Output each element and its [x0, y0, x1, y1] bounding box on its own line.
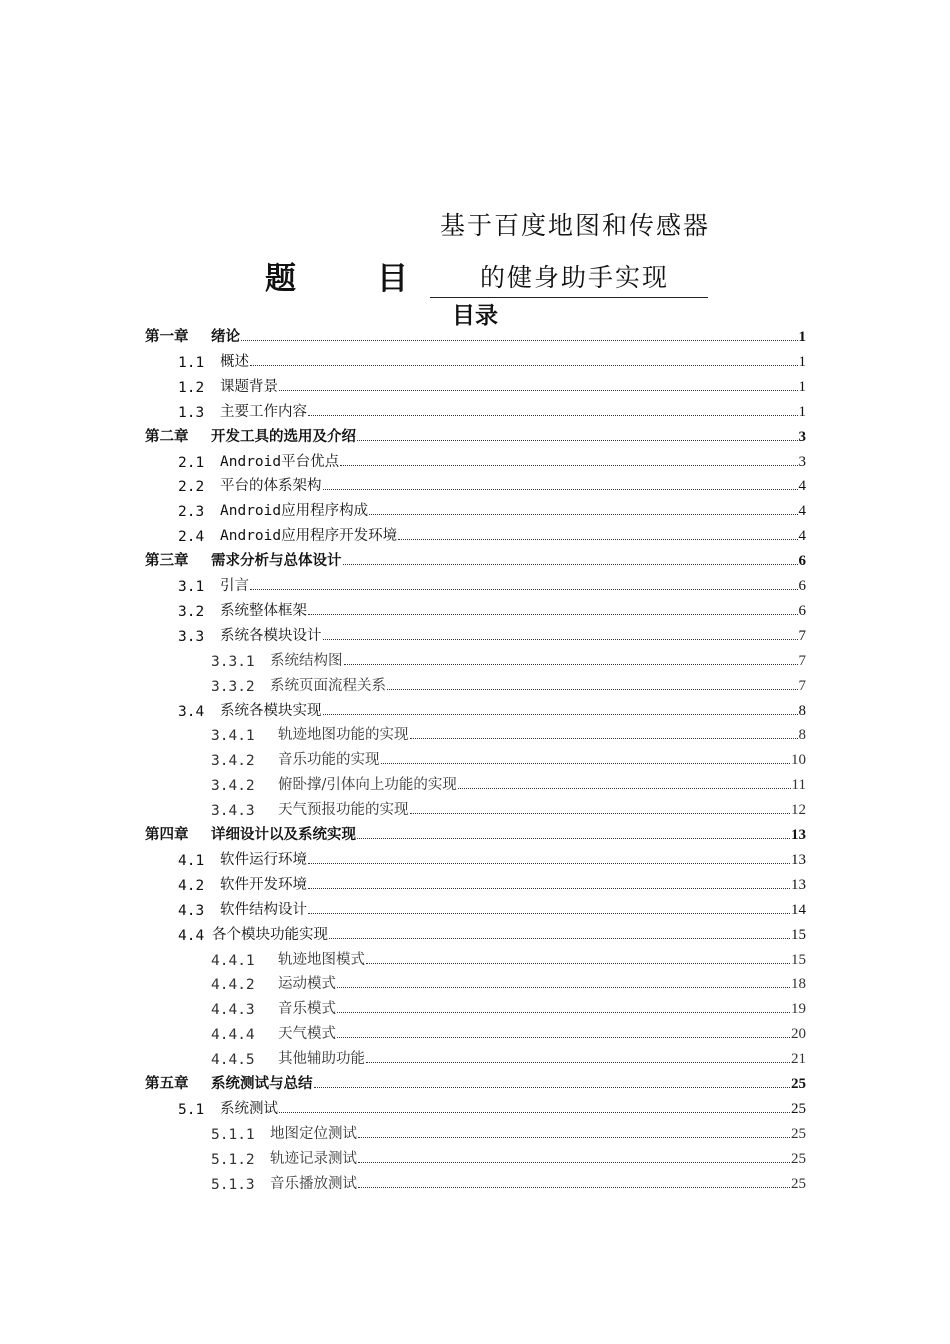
toc-leader-dots: [323, 714, 798, 715]
toc-entry-title: 音乐播放测试: [270, 1175, 357, 1192]
toc-leader-dots: [250, 365, 798, 366]
toc-leader-dots: [381, 763, 791, 764]
toc-entry-page: 8: [798, 702, 806, 719]
toc-entry[interactable]: [178, 870, 806, 894]
toc-entry-title: 引言: [220, 578, 249, 594]
toc-leader-dots: [340, 465, 797, 466]
toc-entry-number: 第三章: [145, 553, 189, 570]
toc-entry-page: 1: [798, 329, 806, 345]
toc-entry[interactable]: [178, 372, 806, 396]
toc-entry-number: 5.1: [178, 1101, 205, 1118]
toc-entry-number: 3.4.2: [211, 753, 255, 770]
toc-entry-page: 1: [798, 353, 806, 370]
toc-entry-title: 天气模式: [278, 1026, 336, 1043]
toc-entry-title: 系统测试: [220, 1100, 278, 1117]
toc-entry[interactable]: [211, 671, 806, 695]
toc-entry-page: 25: [791, 1125, 806, 1142]
toc-leader-dots: [250, 589, 798, 590]
toc-entry[interactable]: [178, 845, 806, 869]
toc-entry[interactable]: [178, 496, 806, 520]
toc-entry-title: 系统各模块设计: [220, 627, 322, 644]
toc-entry-number: 1.3: [178, 404, 205, 421]
toc-entry-page: 25: [791, 1175, 806, 1192]
toc-entry-title: 其他辅助功能: [278, 1051, 365, 1068]
toc-entry[interactable]: [211, 969, 806, 993]
toc-entry-title: 详细设计以及系统实现: [211, 827, 356, 843]
toc-entry[interactable]: [145, 546, 806, 570]
toc-entry-title: 需求分析与总体设计: [211, 553, 342, 570]
toc-leader-dots: [358, 1162, 790, 1163]
toc-entry[interactable]: [178, 895, 806, 919]
toc-entry-title: Android平台优点: [220, 453, 340, 470]
toc-entry[interactable]: [211, 1119, 806, 1143]
toc-leader-dots: [358, 1137, 790, 1138]
thesis-title-line1: 基于百度地图和传感器: [440, 211, 711, 240]
toc-leader-dots: [323, 489, 798, 490]
toc-entry-page: 3: [798, 453, 806, 470]
toc-entry-number: 3.4.3: [211, 803, 255, 820]
toc-entry-number: 4.4: [178, 927, 205, 944]
toc-entry-page: 4: [798, 503, 806, 520]
toc-leader-dots: [279, 1112, 790, 1113]
toc-entry-page: 6: [798, 602, 806, 619]
toc-entry[interactable]: [178, 447, 806, 471]
toc-entry-title: 课题背景: [220, 378, 278, 395]
title-label-char2: 目: [377, 261, 408, 297]
toc-entry-number: 4.4.1: [211, 952, 255, 969]
toc-leader-dots: [366, 1062, 790, 1063]
toc-leader-dots: [358, 1187, 790, 1188]
toc-entry[interactable]: [145, 820, 806, 844]
toc-entry-number: 2.4: [178, 529, 205, 546]
toc-entry-number: 4.4.3: [211, 1002, 255, 1019]
toc-entry-title: 音乐功能的实现: [278, 752, 380, 769]
toc-entry-title: 开发工具的选用及介绍: [211, 428, 356, 445]
toc-entry-number: 5.1.1: [211, 1126, 255, 1143]
toc-entry-page: 11: [791, 777, 806, 794]
toc-entry-page: 21: [791, 1051, 806, 1068]
toc-entry-title: 运动模式: [278, 976, 336, 993]
toc-entry-number: 3.1: [178, 579, 205, 595]
toc-heading: 目录: [452, 302, 498, 329]
toc-leader-dots: [279, 390, 798, 391]
toc-entry-page: 7: [798, 627, 806, 644]
toc-entry-number: 第五章: [145, 1076, 189, 1092]
title-label: [265, 253, 408, 298]
toc-entry-title: 概述: [220, 353, 249, 370]
toc-entry-number: 1.2: [178, 379, 205, 396]
toc-entry[interactable]: [211, 720, 806, 744]
toc-entry[interactable]: [178, 696, 806, 720]
toc-leader-dots: [344, 664, 798, 665]
toc-leader-dots: [366, 963, 790, 964]
toc-entry-number: 2.1: [178, 454, 205, 471]
toc-entry-title: 主要工作内容: [220, 403, 307, 420]
toc-leader-dots: [308, 614, 798, 615]
toc-entry-page: 19: [791, 1001, 806, 1018]
toc-leader-dots: [357, 440, 798, 441]
toc-entry-number: 3.4.1: [211, 728, 255, 745]
toc-entry-title: 系统各模块实现: [220, 702, 322, 719]
toc-entry-title: 地图定位测试: [270, 1125, 357, 1142]
toc-entry[interactable]: [145, 322, 806, 346]
toc-entry-number: 4.4.4: [211, 1027, 255, 1044]
toc-entry-number: 4.3: [178, 902, 205, 919]
toc-entry-page: 10: [791, 752, 806, 769]
toc-entry-title: Android应用程序构成: [220, 503, 369, 520]
toc-entry-title: 绪论: [211, 329, 240, 345]
toc-leader-dots: [308, 415, 798, 416]
toc-entry-page: 4: [798, 478, 806, 495]
toc-entry-number: 3.4: [178, 703, 205, 720]
toc-entry[interactable]: [178, 521, 806, 545]
toc-entry-number: 4.1: [178, 852, 205, 869]
toc-leader-dots: [343, 564, 798, 565]
toc-entry-title: 软件结构设计: [220, 901, 307, 918]
toc-entry-page: 25: [791, 1150, 806, 1167]
toc-entry-page: 13: [791, 876, 806, 893]
toc-entry[interactable]: [145, 1069, 806, 1093]
toc-entry-title: 系统页面流程关系: [270, 677, 386, 694]
toc-entry[interactable]: [178, 1094, 806, 1118]
toc-leader-dots: [398, 539, 797, 540]
toc-entry-number: 2.2: [178, 479, 205, 496]
toc-entry-number: 第二章: [145, 428, 189, 445]
toc-entry[interactable]: [211, 1019, 806, 1043]
toc-entry-number: 4.2: [178, 877, 205, 894]
toc-entry[interactable]: [178, 471, 806, 495]
toc-entry-page: 6: [798, 578, 806, 594]
toc-entry-page: 1: [798, 378, 806, 395]
toc-entry[interactable]: [211, 646, 806, 670]
toc-leader-dots: [369, 514, 797, 515]
toc-entry-page: 13: [791, 851, 806, 868]
toc-entry-number: 3.2: [178, 603, 205, 620]
toc-entry-page: 14: [791, 901, 806, 918]
toc-leader-dots: [387, 689, 798, 690]
toc-entry[interactable]: [211, 745, 806, 769]
toc-entry-page: 8: [798, 727, 806, 744]
toc-leader-dots: [337, 1012, 790, 1013]
toc-leader-dots: [458, 788, 791, 789]
toc-entry-number: 3.4.2: [211, 778, 255, 795]
toc-entry-number: 3.3.1: [211, 653, 255, 670]
toc-entry-page: 7: [798, 652, 806, 669]
toc-entry-number: 1.1: [178, 354, 205, 371]
toc-entry[interactable]: [178, 920, 806, 944]
toc-entry-title: 俯卧撑/引体向上功能的实现: [278, 777, 457, 794]
toc-entry-number: 4.4.2: [211, 977, 255, 994]
toc-entry[interactable]: [211, 795, 806, 819]
toc-leader-dots: [329, 938, 790, 939]
toc-entry[interactable]: [211, 1169, 806, 1193]
toc-entry-title: 音乐模式: [278, 1001, 336, 1018]
toc-leader-dots: [314, 1087, 791, 1088]
toc-entry-title: 各个模块功能实现: [212, 926, 328, 943]
toc-leader-dots: [337, 1037, 790, 1038]
toc-entry-page: 6: [798, 553, 806, 570]
thesis-title-line2: 的健身助手实现: [480, 263, 670, 292]
toc-entry-title: 软件运行环境: [220, 851, 307, 868]
toc-entry-page: 15: [791, 926, 806, 943]
toc-entry-page: 3: [798, 428, 806, 445]
toc-entry-number: 第四章: [145, 827, 189, 843]
toc-entry-title: 平台的体系架构: [220, 478, 322, 495]
toc-leader-dots: [410, 813, 791, 814]
toc-leader-dots: [308, 863, 790, 864]
toc-entry-page: 18: [791, 976, 806, 993]
toc-entry-page: 25: [791, 1100, 806, 1117]
toc-entry-title: Android应用程序开发环境: [220, 528, 398, 545]
toc-entry[interactable]: [211, 770, 806, 794]
toc-entry-number: 3.3.2: [211, 678, 255, 695]
toc-entry-page: 15: [791, 951, 806, 968]
toc-entry[interactable]: [178, 571, 806, 595]
toc-entry-page: 7: [798, 677, 806, 694]
toc-entry-number: 5.1.2: [211, 1151, 255, 1168]
toc-entry-title: 软件开发环境: [220, 876, 307, 893]
toc-entry[interactable]: [178, 596, 806, 620]
toc-leader-dots: [323, 639, 798, 640]
toc-entry[interactable]: [178, 621, 806, 645]
toc-entry-title: 轨迹记录测试: [270, 1150, 357, 1167]
toc-entry-title: 天气预报功能的实现: [278, 802, 409, 819]
toc-entry-title: 系统测试与总结: [211, 1076, 313, 1092]
toc-entry-number: 第一章: [145, 329, 189, 345]
toc-leader-dots: [357, 838, 790, 839]
toc-entry[interactable]: [145, 422, 806, 446]
toc-entry[interactable]: [178, 397, 806, 421]
toc-entry-title: 系统整体框架: [220, 602, 307, 619]
toc-entry-page: 20: [791, 1026, 806, 1043]
toc-entry-page: 12: [791, 802, 806, 819]
toc-entry-title: 轨迹地图模式: [278, 951, 365, 968]
toc-entry-page: 13: [791, 827, 806, 843]
toc-entry-page: 4: [798, 528, 806, 545]
toc-entry[interactable]: [211, 994, 806, 1018]
toc-entry-number: 4.4.5: [211, 1052, 255, 1069]
toc-entry-page: 25: [791, 1076, 806, 1092]
toc-leader-dots: [241, 340, 798, 341]
toc-leader-dots: [308, 913, 790, 914]
toc-entry-title: 系统结构图: [270, 652, 343, 669]
toc-entry-page: 1: [798, 403, 806, 420]
toc-entry[interactable]: [178, 347, 806, 371]
toc-entry-title: 轨迹地图功能的实现: [278, 727, 409, 744]
toc-entry[interactable]: [211, 1044, 806, 1068]
toc-entry-number: 2.3: [178, 504, 205, 521]
toc-entry-number: 5.1.3: [211, 1176, 255, 1193]
toc-entry-number: 3.3: [178, 628, 205, 645]
toc-entry[interactable]: [211, 945, 806, 969]
toc-leader-dots: [410, 738, 798, 739]
title-label-char1: 题: [265, 261, 296, 297]
toc-leader-dots: [308, 888, 790, 889]
toc-entry[interactable]: [211, 1144, 806, 1168]
toc-leader-dots: [337, 987, 790, 988]
